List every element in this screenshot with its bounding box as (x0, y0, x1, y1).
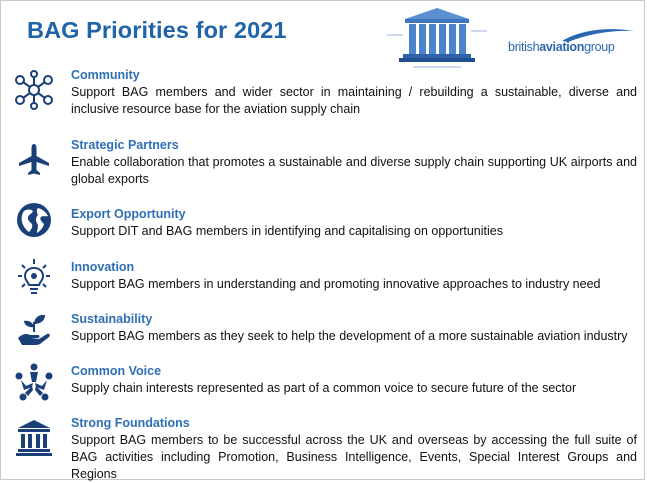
priority-heading: Common Voice (71, 364, 162, 378)
priority-heading: Export Opportunity (71, 207, 186, 221)
plant-hand-icon (12, 310, 56, 350)
priority-heading: Strong Foundations (71, 416, 190, 430)
priority-heading: Strategic Partners (71, 138, 179, 152)
people-circle-icon (12, 362, 56, 402)
priority-heading: Sustainability (71, 312, 153, 326)
globe-icon (12, 200, 56, 240)
priority-description: Support BAG members to be successful across the UK and overseas by accessing the full suite of BAG activities including Promotion, Business Intelligence, Events, Special Interest Groups and Regions (71, 433, 637, 481)
british-aviation-group-logo: britishaviationgroup (508, 27, 636, 63)
pillars-icon (12, 418, 56, 458)
priority-description: Support DIT and BAG members in identifying and capitalising on opportunities (71, 224, 503, 238)
lightbulb-icon (12, 258, 56, 298)
priority-description: Enable collaboration that promotes a sustainable and diverse supply chain supporting UK airports and global exports (71, 155, 637, 186)
priority-description: Support BAG members and wider sector in maintaining / rebuilding a sustainable, diverse and inclusive resource base for the aviation supply chain (71, 85, 637, 116)
priority-description: Support BAG members as they seek to help the development of a more sustainable aviation industry (71, 329, 628, 343)
priority-description: Supply chain interests represented as part of a common voice to secure future of the sector (71, 381, 577, 395)
airplane-icon (12, 140, 56, 180)
priority-heading: Innovation (71, 260, 135, 274)
priority-heading: Community (71, 68, 140, 82)
temple-diagram-image (383, 5, 491, 71)
priority-description: Support BAG members in understanding and promoting innovative approaches to industry need (71, 277, 601, 291)
network-icon (12, 70, 56, 110)
slide-title: BAG Priorities for 2021 (27, 17, 287, 43)
